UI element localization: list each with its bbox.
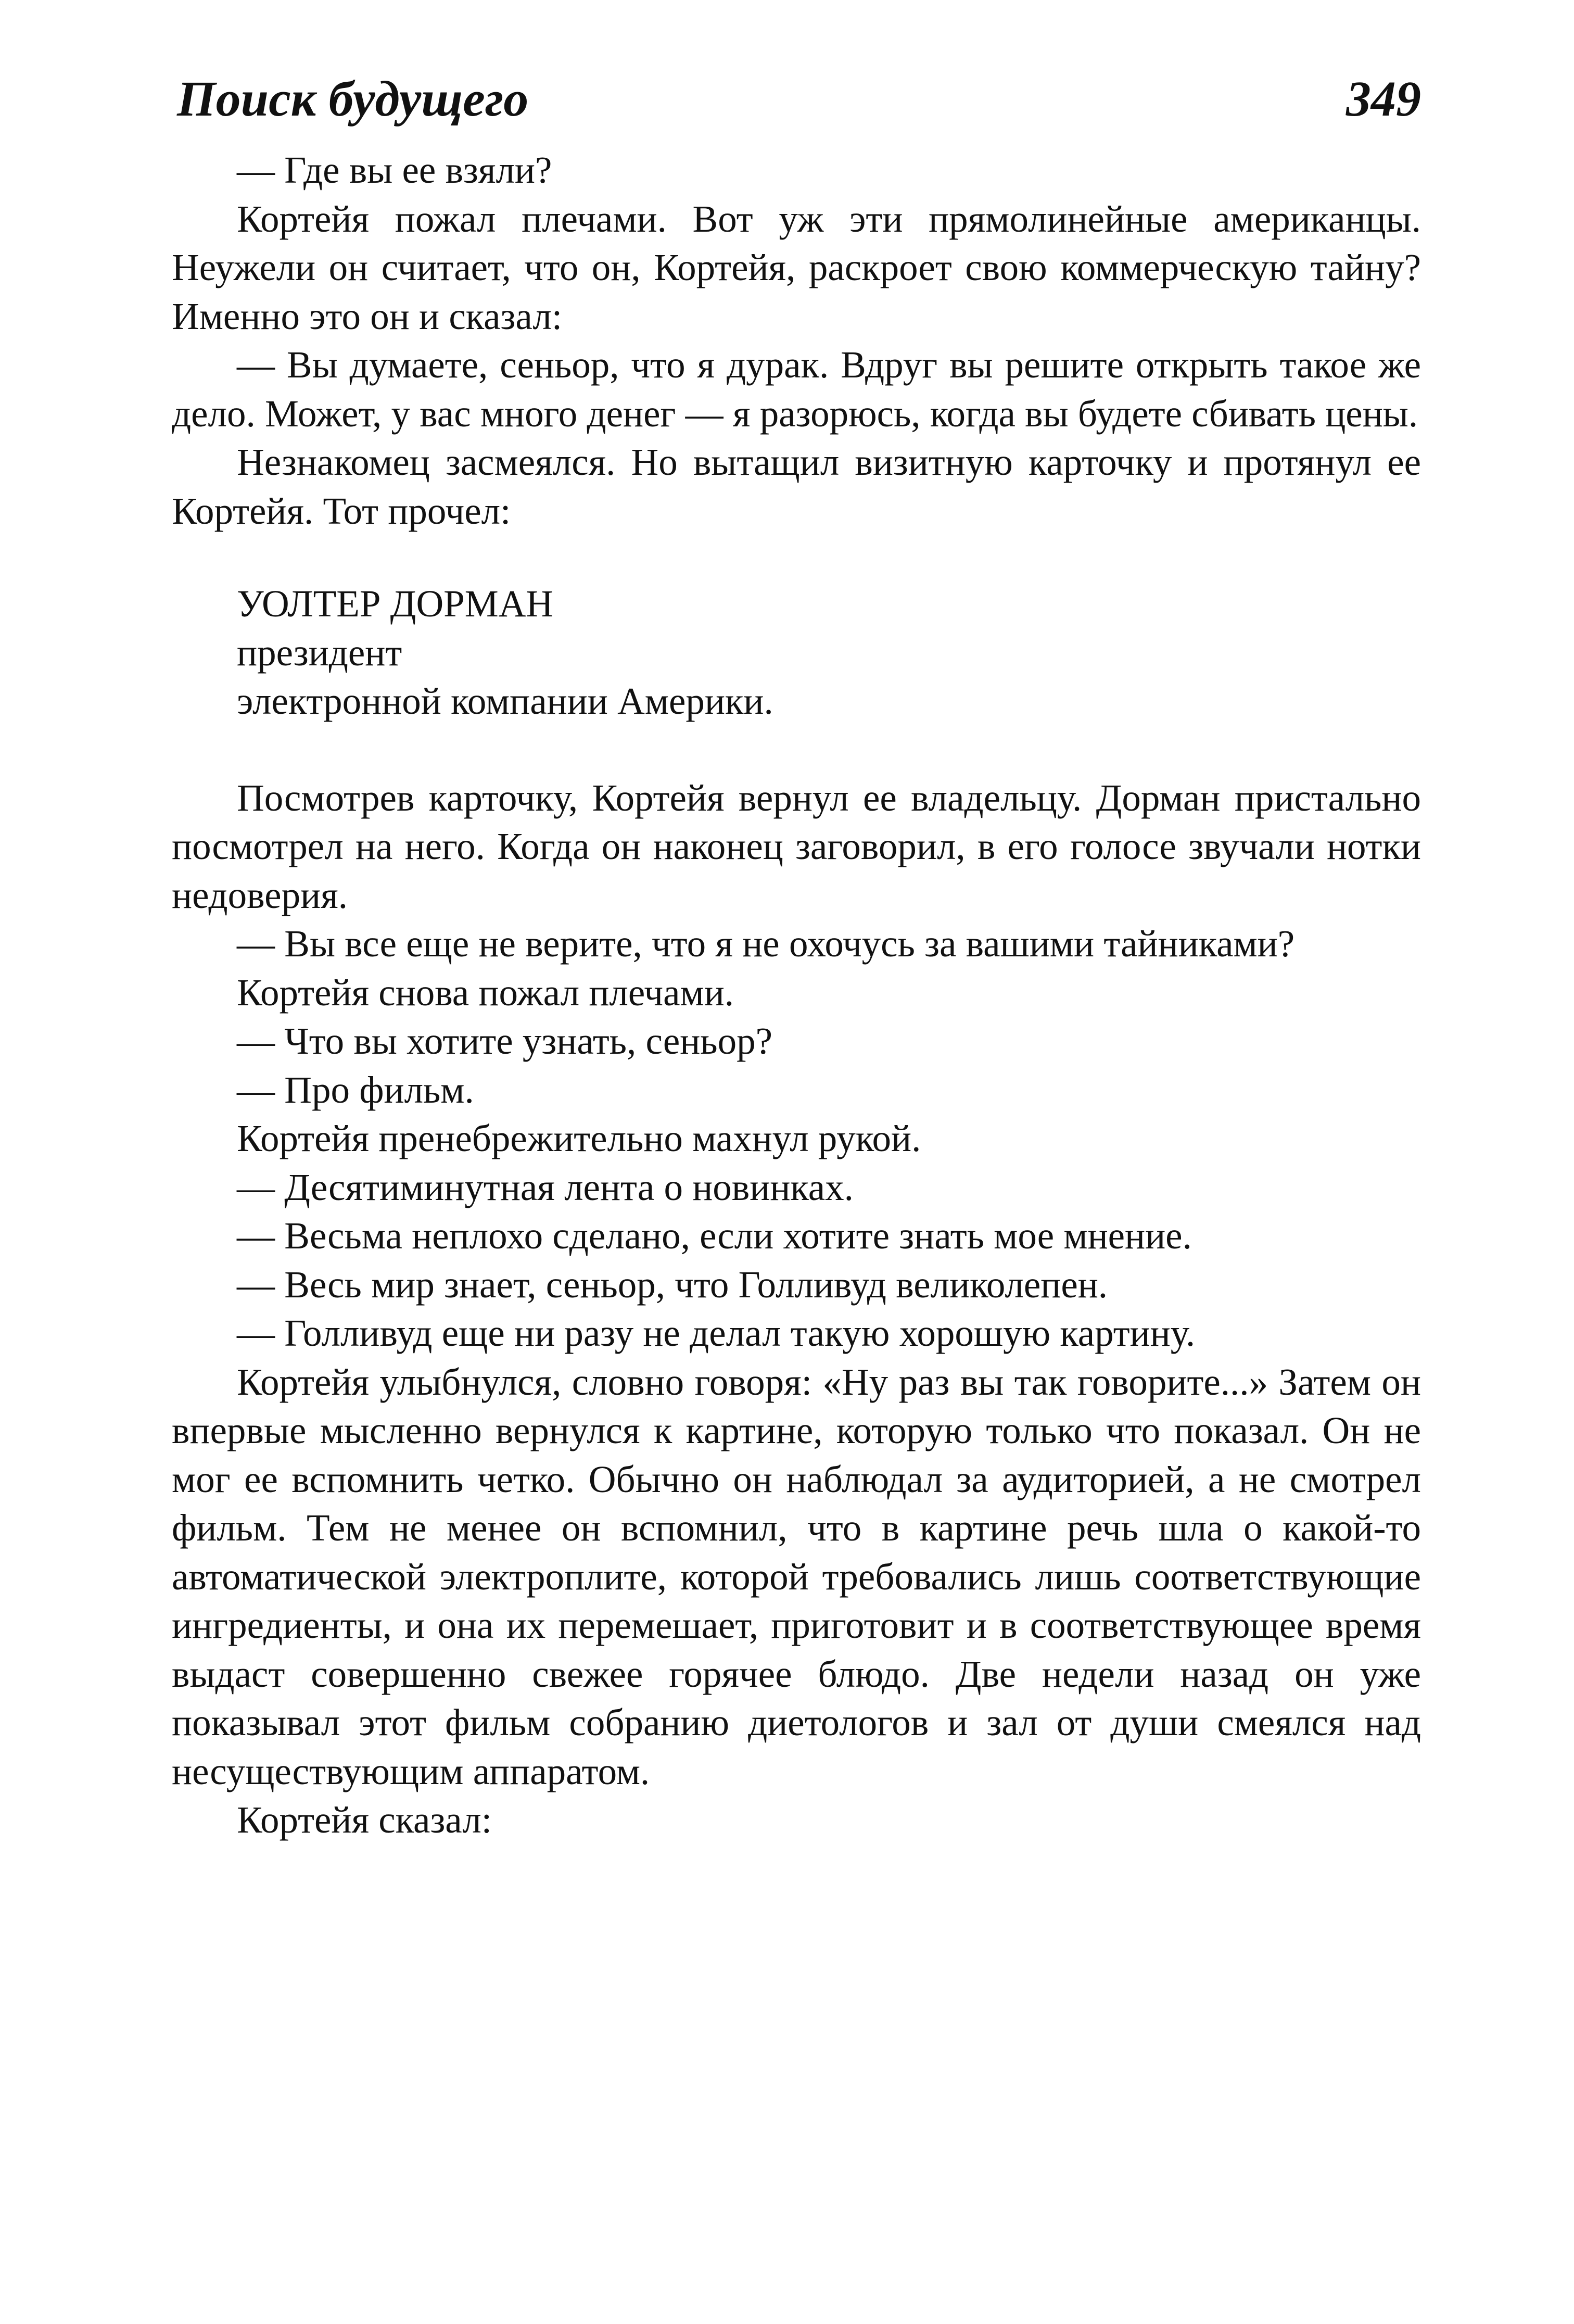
card-company: электронной компании Америки.	[237, 680, 773, 722]
paragraph: Незнакомец засмеялся. Но вытащил визитную карточку и протянул ее Кортейя. Тот прочел:	[172, 441, 1421, 532]
paragraph: — Вы думаете, сеньор, что я дурак. Вдруг вы решите открыть такое же дело. Может, у вас много денег — я разорюсь, когда вы будете сбивать цены.	[172, 344, 1421, 435]
paragraph: Кортейя улыбнулся, словно говоря: «Ну раз вы так говорите...» Затем он впервые мысленно вернулся к картине, которую только что показал. Он не мог ее вспомнить четко. Обычно он наблюдал за аудиторией, а не смотрел фильм. Тем не менее он вспомнил, что в картине речь шла о какой-то автоматической электроплите, которой требовались лишь соответствующие ингредиенты, и она их перемешает, приготовит и в соответствующее время выдаст совершенно свежее горячее блюдо. Две недели назад он уже показывал этот фильм собранию диетологов и зал от души смеялся над несуществующим аппаратом.	[172, 1360, 1421, 1792]
paragraph: — Голливуд еще ни разу не делал такую хорошую картину.	[237, 1312, 1196, 1354]
paragraph: Кортейя снова пожал плечами.	[237, 971, 734, 1014]
page-number: 349	[1346, 71, 1421, 127]
body-text	[172, 146, 1421, 1845]
card-position: президент	[237, 631, 402, 674]
paragraph: Кортейя сказал:	[237, 1799, 492, 1841]
paragraph: — Вы все еще не верите, что я не охочусь за вашими тайниками?	[237, 923, 1295, 965]
paragraph: — Про фильм.	[237, 1068, 474, 1111]
page-header	[172, 68, 1421, 146]
paragraph: Посмотрев карточку, Кортейя вернул ее владельцу. Дорман пристально посмотрел на него. Когда он наконец заговорил, в его голосе звучали нотки недоверия.	[172, 776, 1421, 916]
paragraph: — Весьма неплохо сделано, если хотите знать мое мнение.	[237, 1215, 1192, 1257]
paragraph: Кортейя пренебрежительно махнул рукой.	[237, 1117, 921, 1159]
paragraph: — Где вы ее взяли?	[237, 149, 552, 191]
paragraph: — Весь мир знает, сеньор, что Голливуд великолепен.	[237, 1263, 1108, 1306]
paragraph: — Что вы хотите узнать, сеньор?	[237, 1020, 772, 1062]
running-title: Поиск будущего	[177, 71, 529, 127]
card-name: УОЛТЕР ДОРМАН	[237, 583, 554, 625]
paragraph: Кортейя пожал плечами. Вот уж эти прямолинейные американцы. Неужели он считает, что он, Кортейя, раскроет свою коммерческую тайну? Именно это он и сказал:	[172, 197, 1421, 337]
paragraph: — Десятиминутная лента о новинках.	[237, 1166, 854, 1208]
business-card-text	[237, 579, 1421, 726]
book-page	[172, 68, 1421, 1845]
